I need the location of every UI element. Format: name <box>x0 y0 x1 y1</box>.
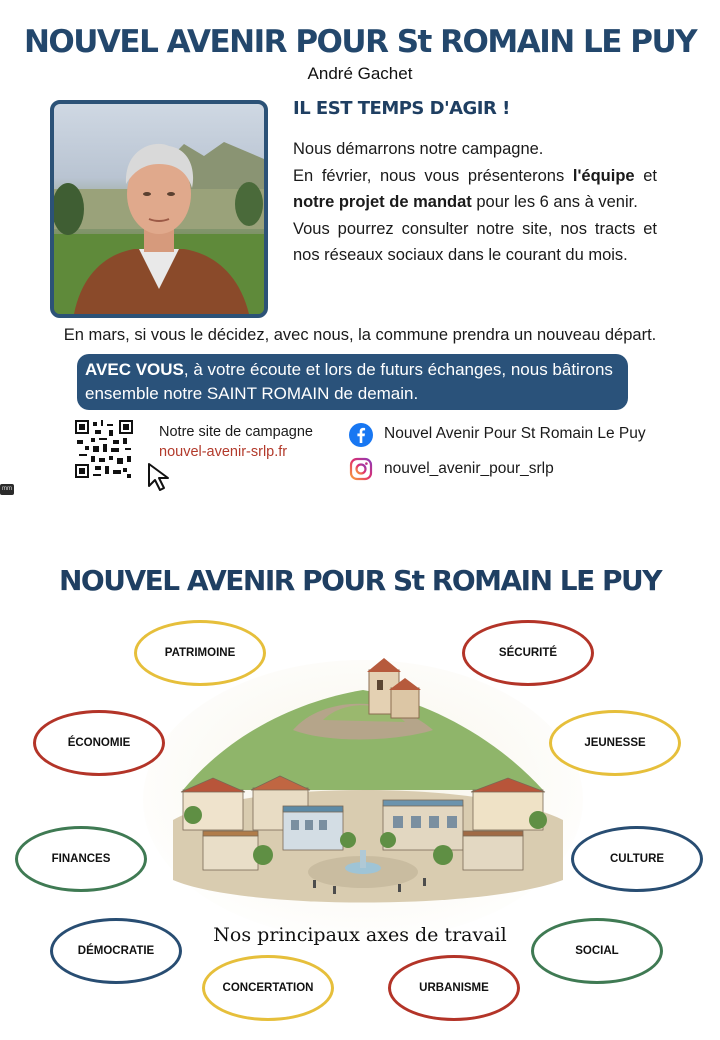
axis-finances: FINANCES <box>15 826 147 892</box>
author-name: André Gachet <box>307 64 413 83</box>
page-tag: mm <box>0 484 14 495</box>
poster-subtitle: Nos principaux axes de travail <box>213 924 507 946</box>
candidate-photo <box>50 100 268 318</box>
axis-culture: CULTURE <box>571 826 703 892</box>
intro-line-2: En février, nous vous présenterons l'équipe et notre projet de mandat pour les 6 ans à venir. <box>293 166 657 212</box>
facebook-link[interactable]: Nouvel Avenir Pour St Romain Le Puy <box>384 425 646 442</box>
cursor-arrow-icon <box>146 462 174 492</box>
axis-social: SOCIAL <box>531 918 663 984</box>
march-statement: En mars, si vous le décidez, avec nous, la commune prendra un nouveau départ. <box>63 326 657 344</box>
facebook-icon[interactable] <box>349 423 373 447</box>
axis-patrimoine: PATRIMOINE <box>134 620 266 686</box>
axis-jeunesse: JEUNESSE <box>549 710 681 776</box>
axis-economie: ÉCONOMIE <box>33 710 165 776</box>
callout-text: , à votre écoute et lors de futurs échanges, nous bâtirons ensemble notre SAINT ROMAIN de demain. <box>85 360 613 403</box>
site-label: Notre site de campagne <box>159 424 313 440</box>
intro-line-1: Nous démarrons notre campagne. <box>293 140 544 158</box>
axis-urbanisme: URBANISME <box>388 955 520 1021</box>
axis-concertation: CONCERTATION <box>202 955 334 1021</box>
campaign-headline: IL EST TEMPS D'AGIR ! <box>293 98 510 119</box>
poster-title: NOUVEL AVENIR POUR St ROMAIN LE PUY <box>59 564 661 597</box>
intro-line-3: Vous pourrez consulter notre site, nos tracts et nos réseaux sociaux dans le courant du mois. <box>293 219 657 265</box>
instagram-link[interactable]: nouvel_avenir_pour_srlp <box>384 460 554 477</box>
qr-code[interactable] <box>75 420 133 478</box>
callout-banner <box>77 354 628 410</box>
axis-securite: SÉCURITÉ <box>462 620 594 686</box>
instagram-icon[interactable] <box>349 457 373 481</box>
axis-democratie: DÉMOCRATIE <box>50 918 182 984</box>
page-title: NOUVEL AVENIR POUR St ROMAIN LE PUY <box>23 24 697 60</box>
intro-text <box>293 136 657 269</box>
callout-bold: AVEC VOUS <box>85 360 184 379</box>
site-link[interactable]: nouvel-avenir-srlp.fr <box>159 444 288 460</box>
